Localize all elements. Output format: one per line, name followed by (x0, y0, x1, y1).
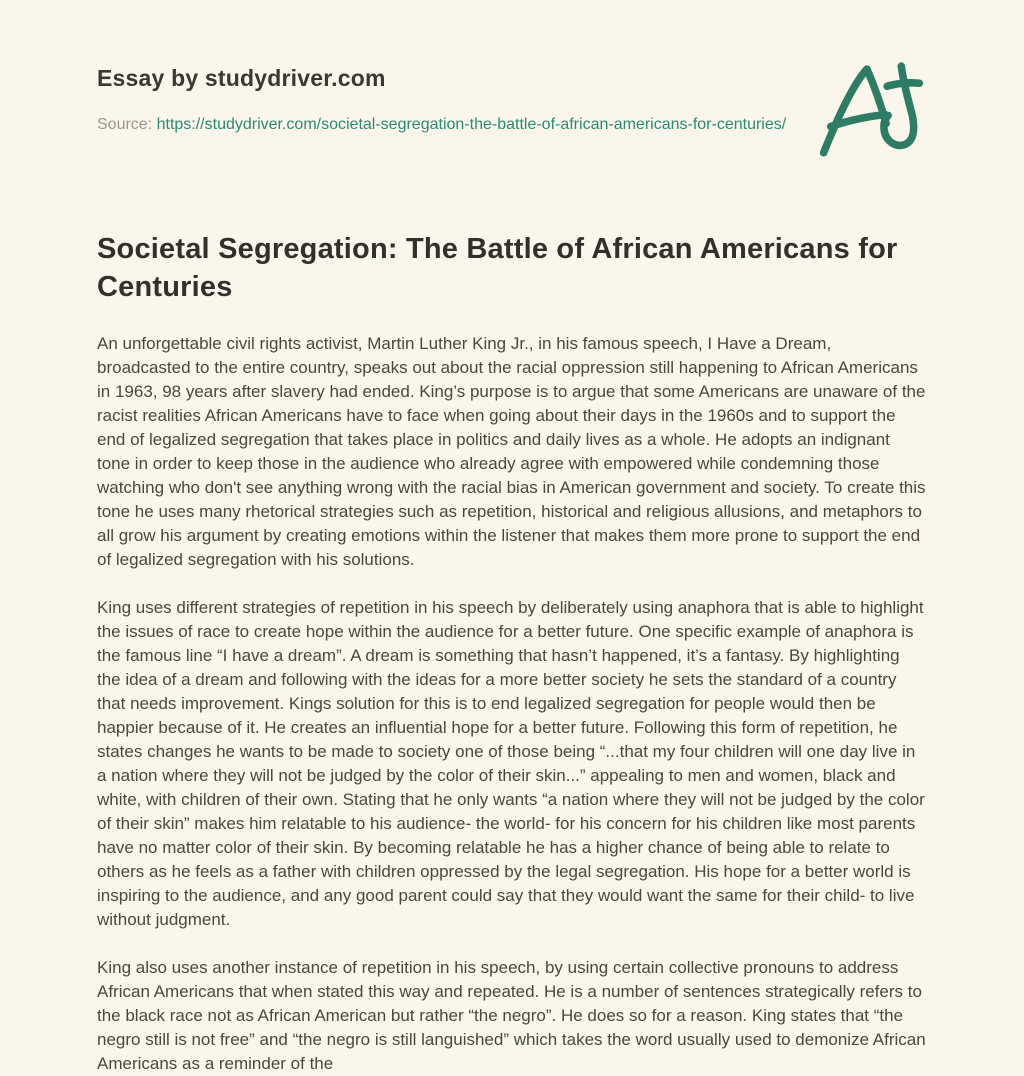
article-title: Societal Segregation: The Battle of African Americans for Centuries (97, 233, 898, 303)
source-link[interactable]: https://studydriver.com/societal-segregation-the-battle-of-african-americans-for-centuries/ (156, 116, 787, 133)
essay-paragraph: King uses different strategies of repetition in his speech by deliberately using anaphora that is able to highlight the issues of race to create hope within the audience for a better future. One specific example of anaphora is the famous line “I have a dream”. A dream is something that hasn’t happened, it’s a fantasy. By highlighting the idea of a dream and following with the ideas for a more better society he sets the standard of a country that needs improvement. Kings solution for this is to end legalized segregation for people would then be happier because of it. He creates an influential hope for a better future. Following this form of repetition, he states changes he wants to be made to society one of those being “...that my four children will one day live in a nation where they will not be judged by the color of their skin...” appealing to men and women, black and white, with children of their own. Stating that he only wants “a nation where they will not be judged by the color of their skin” makes him relatable to his audience- the world- for his concern for his children like most parents have no matter color of their skin. By becoming relatable he has a higher chance of being able to relate to others as he feels as a father with children oppressed by the legal segregation. His hope for a better world is inspiring to the audience, and any good parent could say that they would want the same for their child- to live without judgment. (97, 598, 925, 929)
essay-paragraph: King also uses another instance of repetition in his speech, by using certain collective pronouns to address African Americans that when stated this way and repeated. He is a number of sentences strategically refers to the black race not as African American but rather “the negro”. He does so for a reason. King states that “the negro still is not free” and “the negro is still languished” which takes the word usually used to demonize African Americans as a reminder of the (97, 958, 926, 1073)
source-line (97, 112, 792, 138)
essay-paragraph: An unforgettable civil rights activist, Martin Luther King Jr., in his famous speech, I Have a Dream, broadcasted to the entire country, speaks out about the racial oppression still happening to African Americans in 1963, 98 years after slavery had ended. King’s purpose is to argue that some Americans are unaware of the racist realities African Americans have to face when going about their days in the 1960s and to support the end of legalized segregation that takes place in politics and daily lives as a whole. He adopts an indignant tone in order to keep those in the audience who already agree with empowered while condemning those watching who don't see anything wrong with the racial bias in American government and society. To create this tone he uses many rhetorical strategies such as repetition, historical and religious allusions, and metaphors to all grow his argument by creating emotions within the listener that makes them more prone to support the end of legalized segregation with his solutions. (97, 334, 926, 569)
essay-body (97, 332, 927, 1076)
essay-byline-title: Essay by studydriver.com (97, 65, 386, 91)
a-plus-logo-icon (815, 55, 927, 181)
essay-header (97, 64, 927, 138)
source-label: Source: (97, 116, 153, 133)
content-container (97, 0, 927, 1076)
